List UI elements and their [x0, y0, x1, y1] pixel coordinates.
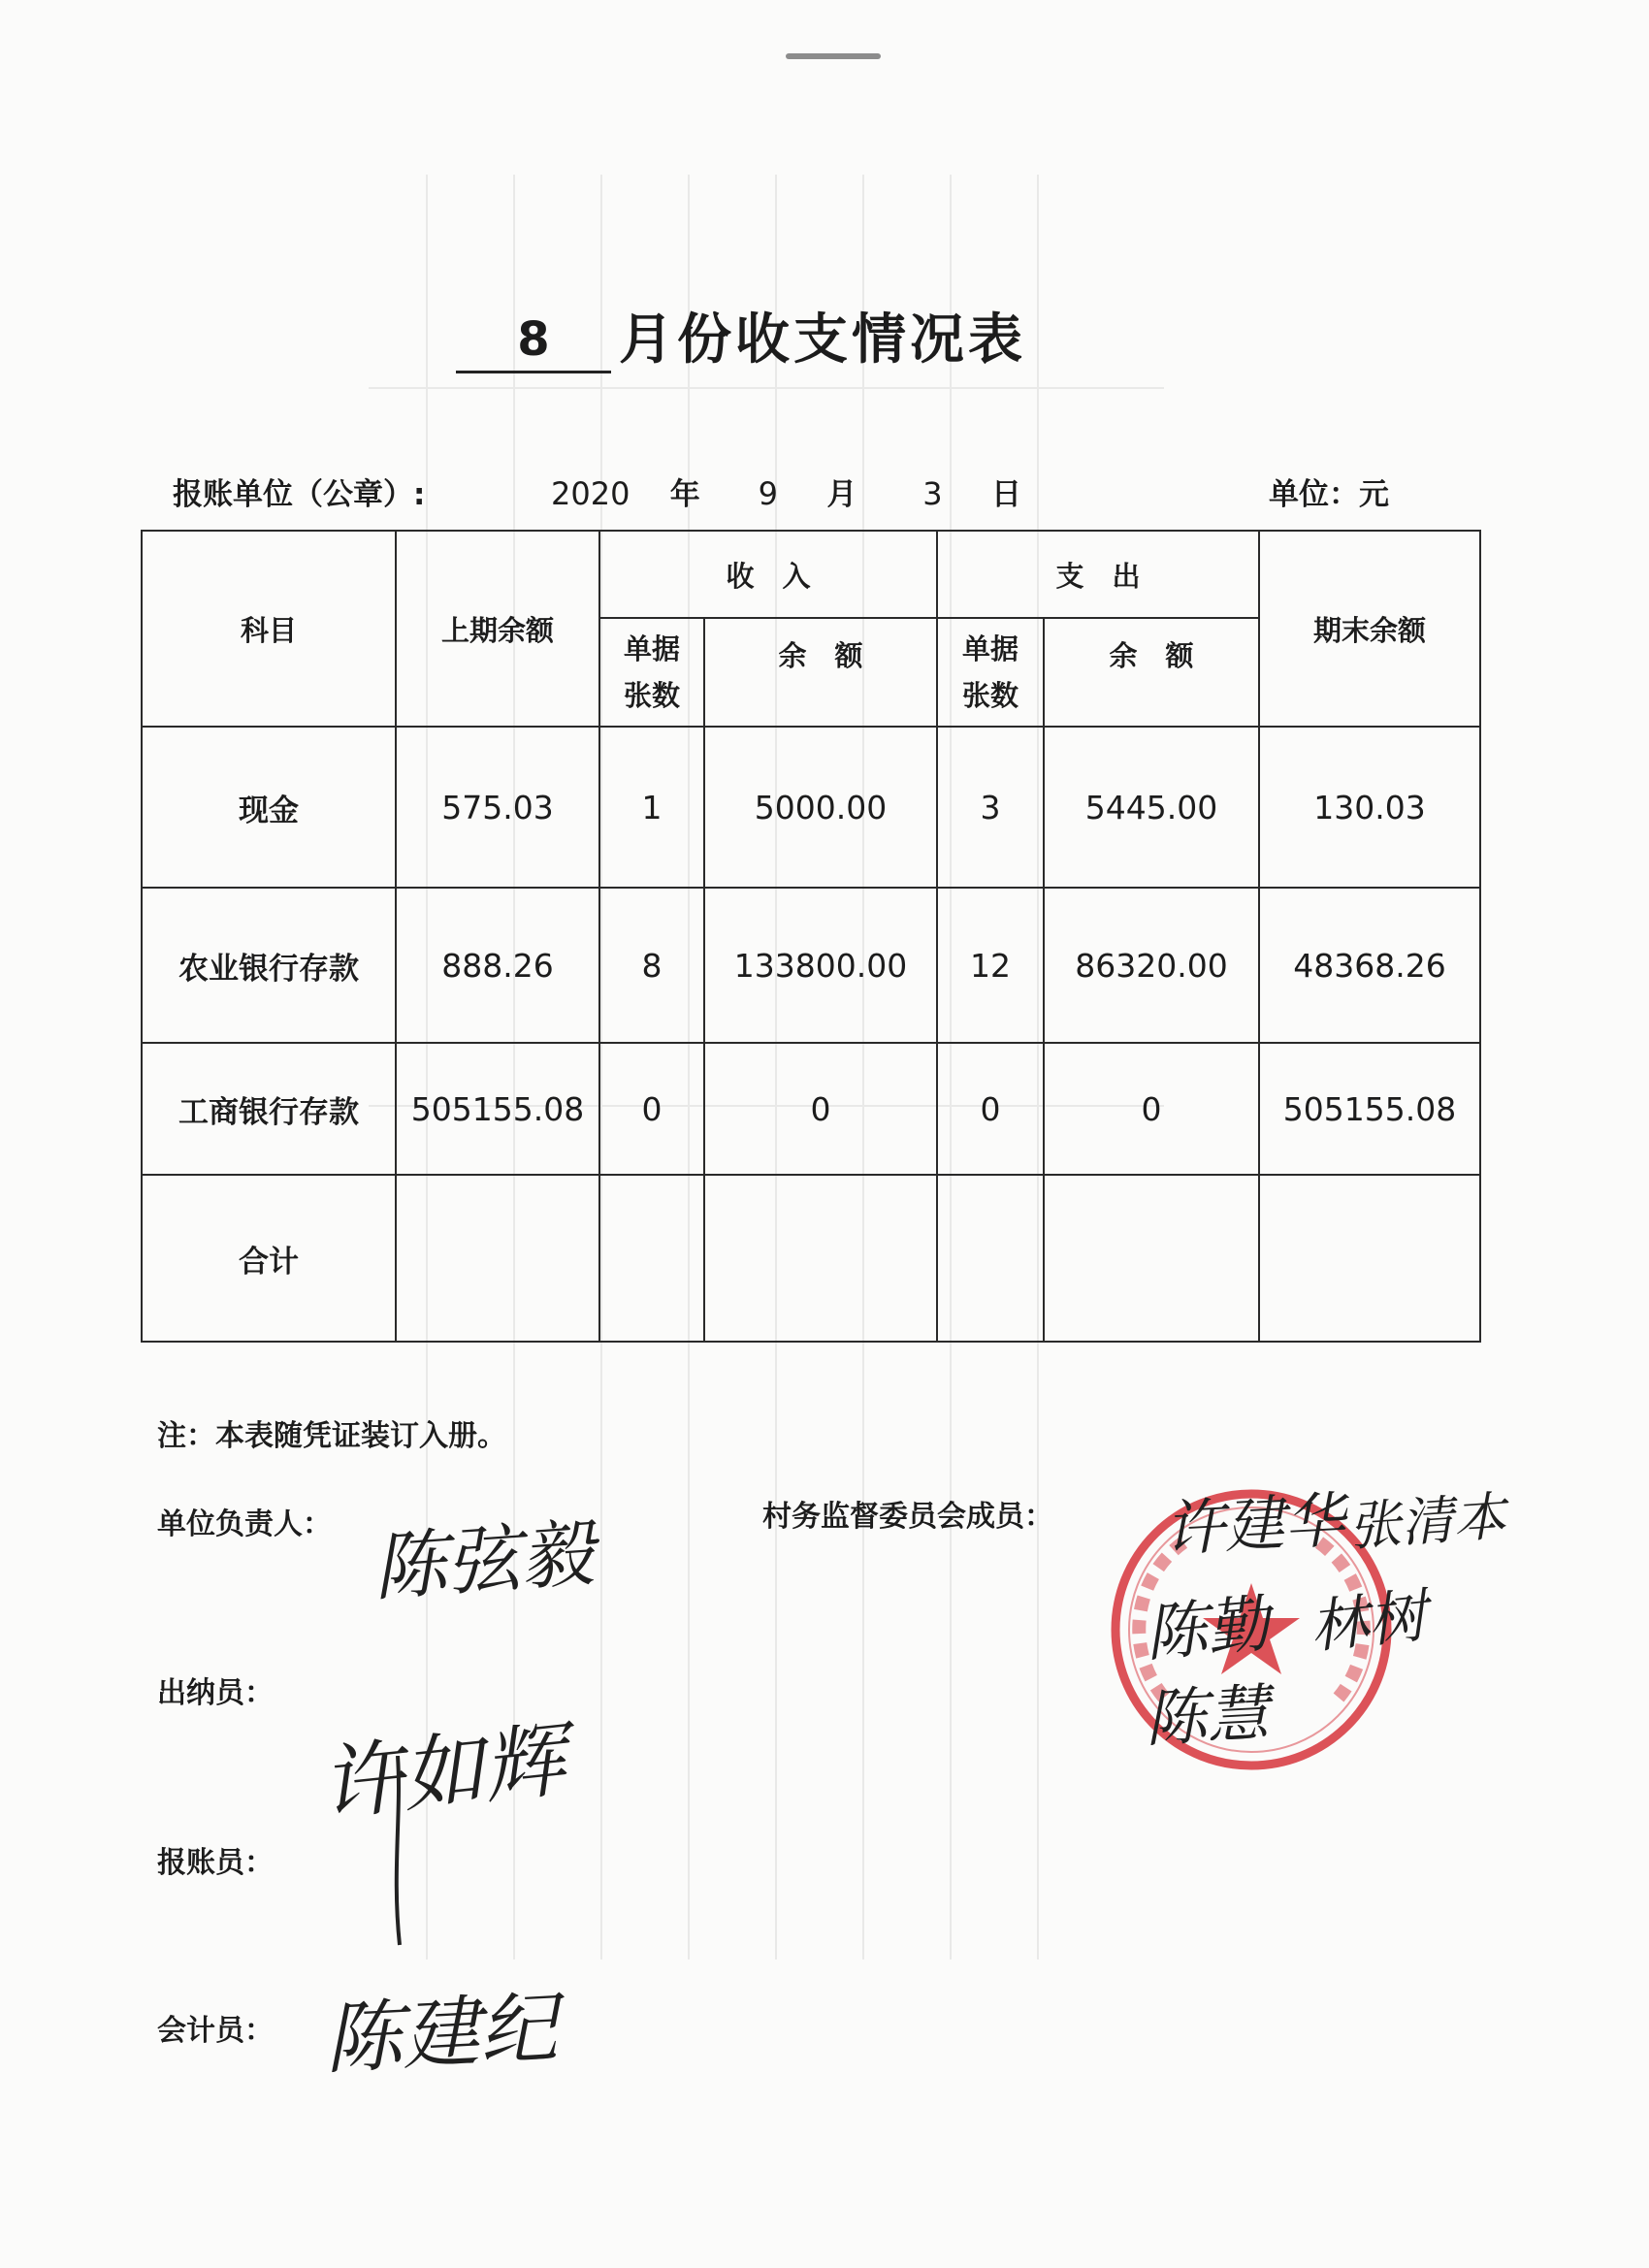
header-income: 收 入 [599, 531, 937, 618]
date-month: 9 [758, 475, 778, 512]
binding-note: 注：本表随凭证装订入册。 [157, 1419, 506, 1453]
date-year-unit: 年 [669, 477, 700, 512]
signature-stroke [380, 1756, 419, 1950]
title-month: 8 [456, 308, 611, 373]
reporting-unit-label: 报账单位（公章）: [173, 477, 426, 512]
header-expense: 支 出 [937, 531, 1259, 618]
table-row [142, 888, 1480, 1043]
row-expense-amount: 5445.00 [1044, 727, 1259, 888]
table-row-total [142, 1175, 1480, 1342]
header-expense-count-l2: 张数 [962, 679, 1019, 712]
row-subject: 现金 [142, 727, 396, 888]
accountant-signature: 陈建纪 [322, 1982, 560, 2086]
page-title [456, 296, 1026, 373]
date-day-unit: 日 [990, 477, 1021, 512]
accountant-label: 会计员： [157, 2014, 274, 2048]
date-month-unit: 月 [826, 477, 857, 512]
header-income-count-l1: 单据 [623, 632, 680, 665]
row-expense-count [937, 1175, 1044, 1342]
row-income-count: 1 [599, 727, 704, 888]
row-subject: 农业银行存款 [142, 888, 396, 1043]
committee-signature-2: 张清本 [1346, 1485, 1508, 1558]
cashier-signature: 许如辉 [316, 1712, 570, 1832]
row-income-count: 0 [599, 1043, 704, 1175]
row-end-balance: 505155.08 [1259, 1043, 1480, 1175]
row-expense-count: 12 [937, 888, 1044, 1043]
header-expense-amount: 余 额 [1044, 618, 1259, 727]
header-end-balance: 期末余额 [1259, 531, 1480, 727]
row-income-count [599, 1175, 704, 1342]
header-income-count-l2: 张数 [623, 679, 680, 712]
committee-signature-5: 陈慧 [1143, 1677, 1272, 1757]
table-row [142, 1043, 1480, 1175]
staple-mark [786, 53, 881, 59]
row-subject: 合计 [142, 1175, 396, 1342]
cashier-label: 出纳员： [157, 1676, 274, 1710]
header-income-count [599, 618, 704, 727]
row-income-amount: 5000.00 [704, 727, 937, 888]
row-expense-amount: 0 [1044, 1043, 1259, 1175]
row-expense-count: 3 [937, 727, 1044, 888]
row-prev-balance: 888.26 [396, 888, 599, 1043]
row-income-amount [704, 1175, 937, 1342]
row-expense-amount: 86320.00 [1044, 888, 1259, 1043]
row-prev-balance: 505155.08 [396, 1043, 599, 1175]
row-end-balance: 130.03 [1259, 727, 1480, 888]
leader-label: 单位负责人： [157, 1507, 332, 1541]
row-prev-balance [396, 1175, 599, 1342]
income-expense-table [141, 530, 1481, 1343]
date-day: 3 [922, 475, 943, 512]
row-income-amount: 0 [704, 1043, 937, 1175]
table-row [142, 727, 1480, 888]
row-subject: 工商银行存款 [142, 1043, 396, 1175]
reporter-label: 报账员： [157, 1846, 274, 1880]
row-expense-amount [1044, 1175, 1259, 1342]
header-prev-balance: 上期余额 [396, 531, 599, 727]
header-income-amount: 余 额 [704, 618, 937, 727]
date-year: 2020 [551, 475, 630, 512]
row-prev-balance: 575.03 [396, 727, 599, 888]
header-expense-count-l1: 单据 [962, 632, 1019, 665]
leader-signature: 陈弦毅 [370, 1509, 598, 1611]
row-income-amount: 133800.00 [704, 888, 937, 1043]
row-end-balance [1259, 1175, 1480, 1342]
report-date [551, 470, 1021, 513]
committee-signature-3: 陈勤 [1142, 1588, 1273, 1671]
row-end-balance: 48368.26 [1259, 888, 1480, 1043]
committee-signature-1: 许建华 [1162, 1484, 1347, 1565]
row-income-count: 8 [599, 888, 704, 1043]
title-text: 月份收支情况表 [619, 308, 1026, 372]
committee-signature-4: 林树 [1307, 1581, 1430, 1663]
header-subject: 科目 [142, 531, 396, 727]
committee-label: 村务监督委员会成员： [762, 1500, 1053, 1534]
currency-unit: 单位：元 [1269, 477, 1389, 512]
header-expense-count [937, 618, 1044, 727]
row-expense-count: 0 [937, 1043, 1044, 1175]
